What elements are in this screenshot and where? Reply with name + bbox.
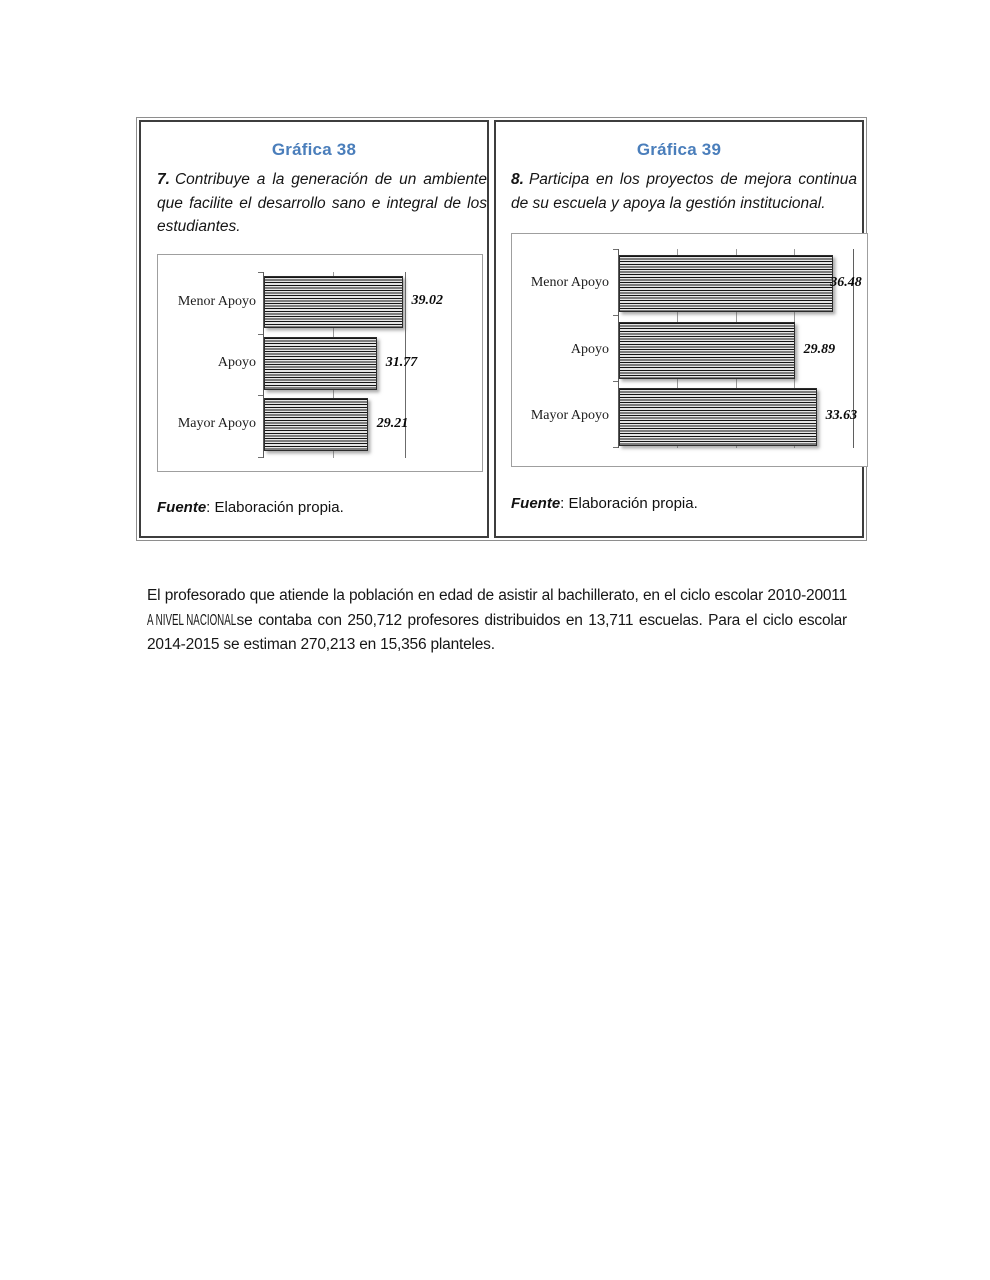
chart-39-value-label: 36.48 bbox=[830, 275, 862, 290]
chart-38-category-label: Menor Apoyo bbox=[177, 294, 256, 309]
fuente-38 bbox=[157, 499, 344, 516]
body-paragraph-part1: El profesorado que atiende la población en edad de asistir al bachillerato, en el ciclo escolar 2010-20011 bbox=[147, 587, 847, 604]
chart-39-bar-menor-apoyo bbox=[619, 255, 833, 312]
chart-39-bar-apoyo bbox=[619, 322, 795, 379]
charts-table bbox=[136, 117, 867, 541]
chart-39-category-label: Apoyo bbox=[570, 342, 609, 357]
chart-38-bar-apoyo bbox=[264, 337, 377, 390]
body-paragraph-part2: se contaba con 250,712 profesores distribuidos en 13,711 escuelas. Para el ciclo escolar 2014-2015 se estiman 270,213 en 15,356 planteles. bbox=[147, 611, 847, 653]
question-7 bbox=[157, 168, 487, 239]
chart-39-tick bbox=[613, 249, 618, 250]
fuente-38-text: : Elaboración propia. bbox=[206, 499, 344, 516]
chart-39-tick bbox=[613, 315, 618, 316]
grafica-38-cell bbox=[139, 120, 489, 538]
chart-39-value-label: 29.89 bbox=[803, 342, 836, 357]
chart-38-category-label: Apoyo bbox=[217, 355, 256, 370]
grafica-39-cell bbox=[494, 120, 864, 538]
chart-38-category-label: Mayor Apoyo bbox=[177, 416, 256, 431]
chart-38-tick bbox=[258, 395, 263, 396]
chart-38-value-label: 31.77 bbox=[385, 355, 418, 370]
chart-39-value-label: 33.63 bbox=[825, 408, 858, 423]
question-8 bbox=[511, 168, 857, 215]
chart-38-bar-mayor-apoyo bbox=[264, 398, 368, 451]
question-7-text: Contribuye a la generación de un ambiente que facilite el desarrollo sano e integral de los estudiantes. bbox=[157, 171, 487, 235]
fuente-39-label: Fuente bbox=[511, 495, 561, 512]
question-8-text: Participa en los proyectos de mejora continua de su escuela y apoya la gestión institucional. bbox=[511, 171, 857, 212]
fuente-39-text: : Elaboración propia. bbox=[560, 495, 698, 512]
chart-38-tick bbox=[258, 457, 263, 458]
fuente-39 bbox=[511, 495, 698, 512]
chart-39-category-label: Mayor Apoyo bbox=[530, 408, 609, 423]
chart-38-tick bbox=[258, 334, 263, 335]
chart-39-tick bbox=[613, 447, 618, 448]
chart-39-bar-mayor-apoyo bbox=[619, 388, 817, 446]
chart-39-frame bbox=[511, 233, 868, 467]
chart-38-value-label: 29.21 bbox=[376, 416, 409, 431]
nivel-nacional-text: A NIVEL NACIONAL bbox=[147, 611, 237, 629]
question-8-number: 8. bbox=[511, 171, 524, 188]
chart-39-tick bbox=[613, 381, 618, 382]
fuente-38-label: Fuente bbox=[157, 499, 207, 516]
chart-38-frame bbox=[157, 254, 483, 472]
grafica-39-title: Gráfica 39 bbox=[636, 140, 722, 159]
body-paragraph bbox=[147, 584, 847, 658]
grafica-38-title: Gráfica 38 bbox=[271, 140, 357, 159]
chart-38-tick bbox=[258, 272, 263, 273]
nivel-nacional-condensed bbox=[147, 609, 237, 634]
chart-38-value-label: 39.02 bbox=[411, 293, 443, 308]
question-7-number: 7. bbox=[157, 171, 170, 188]
chart-38-bar-menor-apoyo bbox=[264, 276, 403, 328]
chart-39-category-label: Menor Apoyo bbox=[530, 275, 609, 290]
